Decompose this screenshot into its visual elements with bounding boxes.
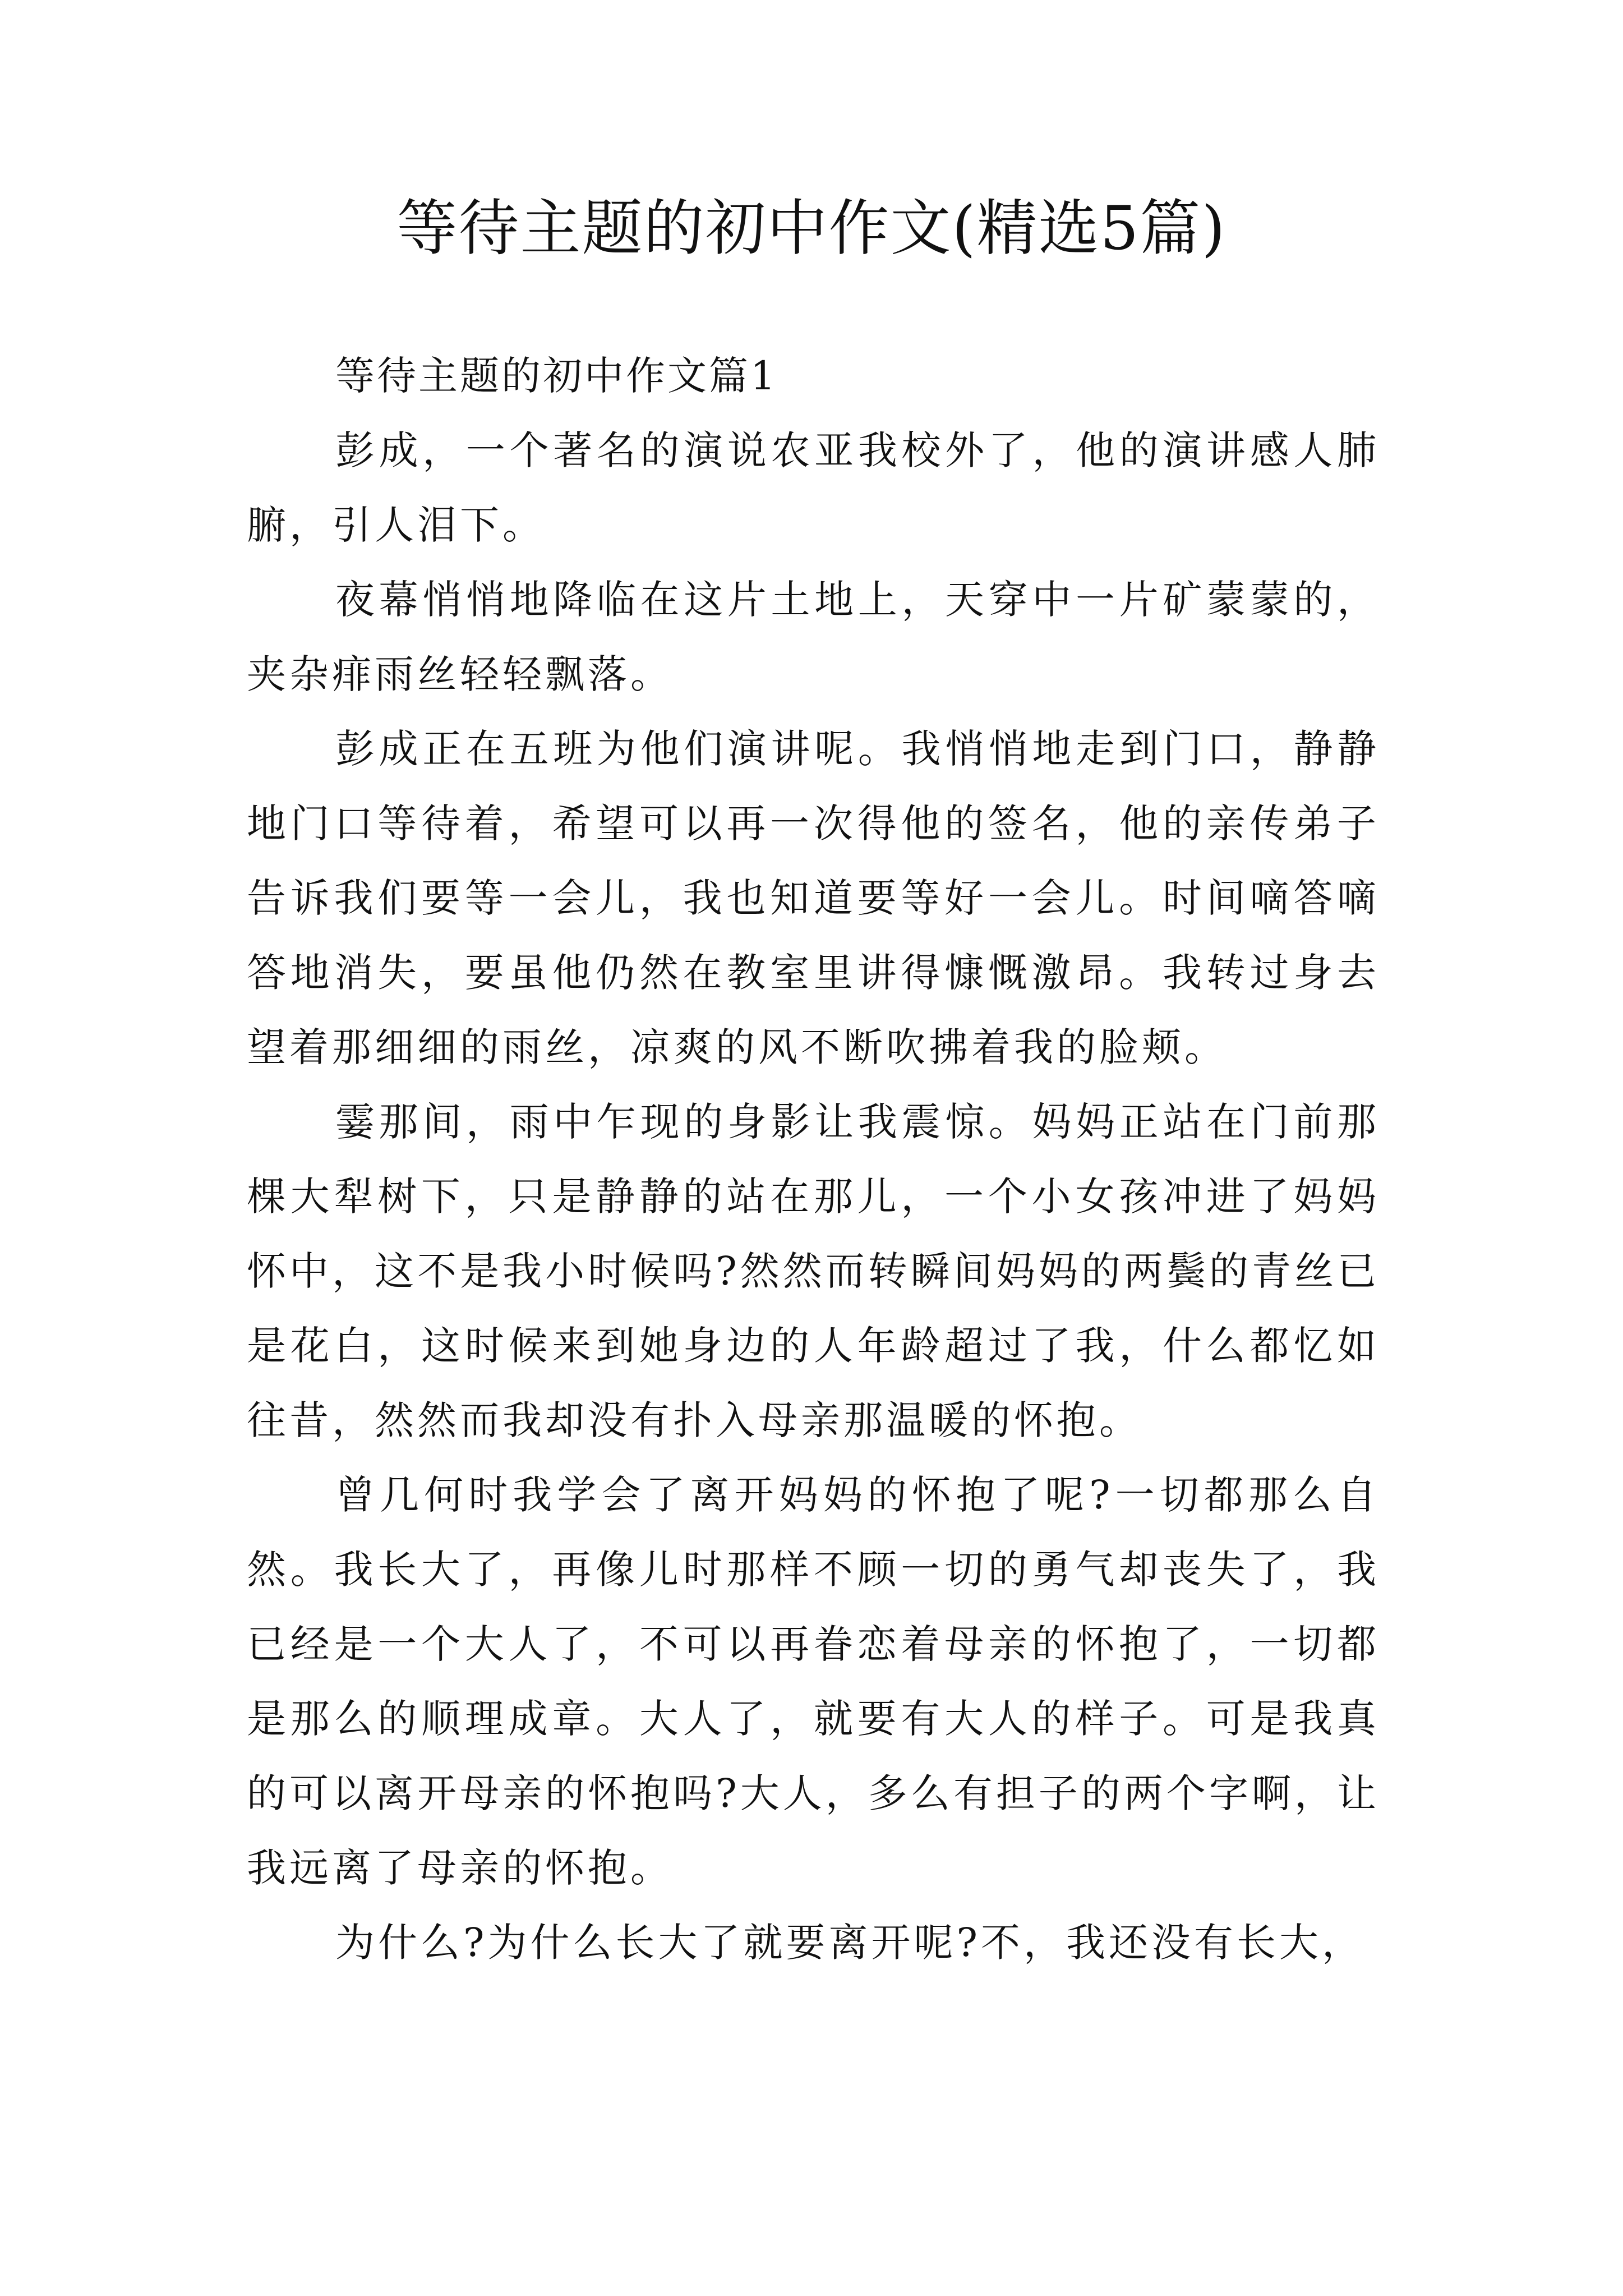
section-heading: 等待主题的初中作文篇1 [335, 353, 778, 399]
paragraph: 彭成正在五班为他们演讲呢。我悄悄地走到门口，静静地门口等待着，希望可以再一次得他的签名，他的亲传弟子告诉我们要等一会儿，我也知道要等好一会儿。时间嘀答嘀答地消失，要虽他仍然在教室里讲得慷慨激昂。我转过身去望着那细细的雨丝，凉爽的风不断吹拂着我的脸颊。 [247, 726, 1380, 1070]
paragraph: 夜幕悄悄地降临在这片土地上，天穿中一片矿蒙蒙的，夹杂痱雨丝轻轻飘落。 [247, 577, 1380, 697]
document-body [247, 339, 1380, 1980]
paragraph: 为什么?为什么长大了就要离开呢?不，我还没有长大， [335, 1920, 1365, 1966]
document-title: 等待主题的初中作文(精选5篇) [396, 194, 1227, 264]
paragraph: 彭成，一个著名的演说农亚我校外了，他的演讲感人肺腑，引人泪下。 [247, 427, 1380, 548]
paragraph: 霎那间，雨中乍现的身影让我震惊。妈妈正站在门前那棵大犁树下，只是静静的站在那儿，一个小女孩冲进了妈妈怀中，这不是我小时候吗?然然而转瞬间妈妈的两鬓的青丝已是花白，这时候来到她身边的人年龄超过了我，什么都忆如往昔，然然而我却没有扑入母亲那温暖的怀抱。 [247, 1099, 1380, 1443]
paragraph: 曾几何时我学会了离开妈妈的怀抱了呢?一切都那么自然。我长大了，再像儿时那样不顾一切的勇气却丧失了，我已经是一个大人了，不可以再眷恋着母亲的怀抱了，一切都是那么的顺理成章。大人了，就要有大人的样子。可是我真的可以离开母亲的怀抱吗?大人，多么有担子的两个字啊，让我远离了母亲的怀抱。 [247, 1472, 1380, 1891]
